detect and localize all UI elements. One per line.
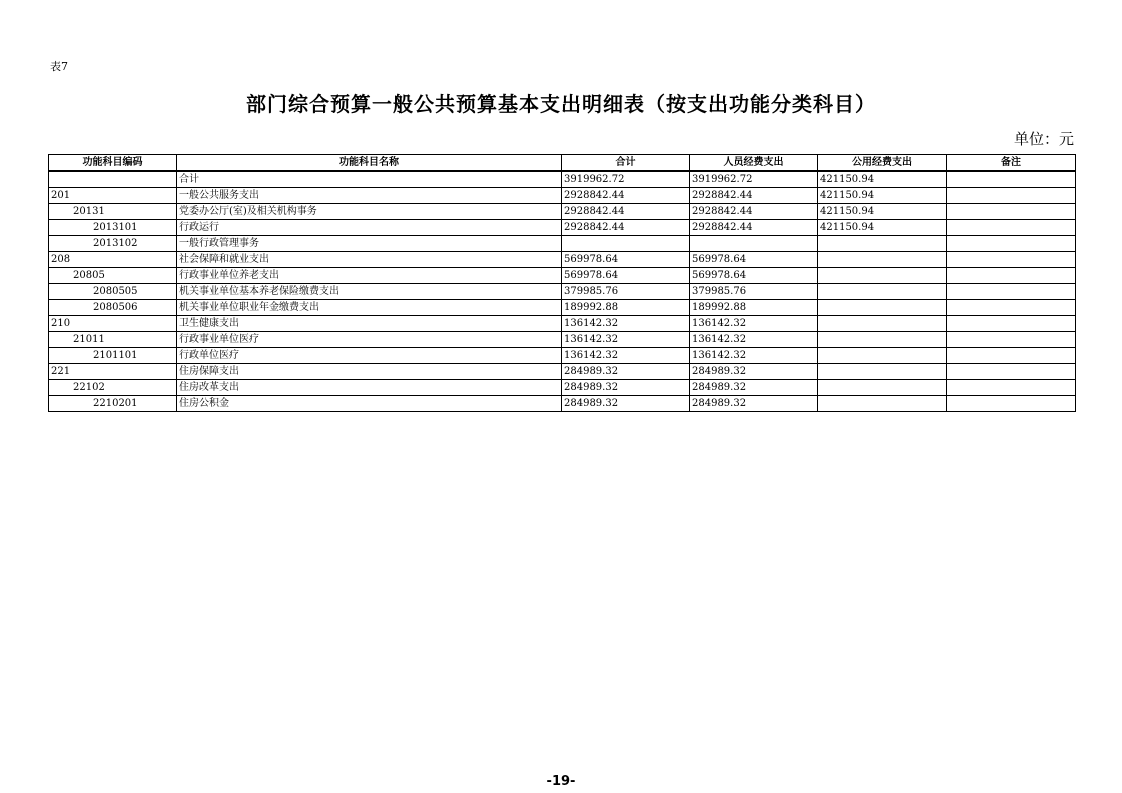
cell-personnel — [690, 236, 818, 252]
cell-total: 569978.64 — [562, 268, 690, 284]
cell-public: 421150.94 — [818, 220, 947, 236]
cell-total: 284989.32 — [562, 396, 690, 412]
cell-personnel: 569978.64 — [690, 268, 818, 284]
cell-total: 2928842.44 — [562, 204, 690, 220]
cell-personnel: 284989.32 — [690, 364, 818, 380]
table-header-row — [49, 155, 1076, 172]
cell-note — [947, 396, 1076, 412]
cell-name: 机关事业单位基本养老保险缴费支出 — [177, 284, 562, 300]
cell-total: 284989.32 — [562, 364, 690, 380]
cell-code: 2101101 — [49, 348, 177, 364]
cell-name: 合计 — [177, 171, 562, 188]
cell-note — [947, 284, 1076, 300]
cell-total: 284989.32 — [562, 380, 690, 396]
header-note: 备注 — [947, 155, 1076, 172]
cell-code: 2013102 — [49, 236, 177, 252]
table-row — [49, 284, 1076, 300]
cell-note — [947, 364, 1076, 380]
cell-code: 208 — [49, 252, 177, 268]
table-row — [49, 380, 1076, 396]
cell-name: 社会保障和就业支出 — [177, 252, 562, 268]
cell-name: 一般行政管理事务 — [177, 236, 562, 252]
cell-code: 20805 — [49, 268, 177, 284]
cell-public — [818, 316, 947, 332]
cell-total — [562, 236, 690, 252]
cell-total: 2928842.44 — [562, 188, 690, 204]
cell-total: 136142.32 — [562, 316, 690, 332]
cell-public — [818, 300, 947, 316]
cell-code: 210 — [49, 316, 177, 332]
cell-note — [947, 188, 1076, 204]
cell-public: 421150.94 — [818, 188, 947, 204]
table-number: 表7 — [50, 60, 68, 73]
cell-code — [49, 171, 177, 188]
unit-label: 单位：元 — [1013, 130, 1074, 148]
cell-total: 136142.32 — [562, 332, 690, 348]
cell-personnel: 379985.76 — [690, 284, 818, 300]
cell-code: 2210201 — [49, 396, 177, 412]
table-row — [49, 300, 1076, 316]
table-row — [49, 348, 1076, 364]
cell-name: 行政单位医疗 — [177, 348, 562, 364]
cell-total: 2928842.44 — [562, 220, 690, 236]
cell-public: 421150.94 — [818, 171, 947, 188]
cell-code: 2013101 — [49, 220, 177, 236]
cell-name: 卫生健康支出 — [177, 316, 562, 332]
table-row — [49, 188, 1076, 204]
cell-personnel: 2928842.44 — [690, 220, 818, 236]
cell-name: 机关事业单位职业年金缴费支出 — [177, 300, 562, 316]
cell-personnel: 2928842.44 — [690, 204, 818, 220]
header-personnel: 人员经费支出 — [690, 155, 818, 172]
cell-total: 189992.88 — [562, 300, 690, 316]
cell-name: 行政运行 — [177, 220, 562, 236]
cell-public — [818, 380, 947, 396]
cell-total: 379985.76 — [562, 284, 690, 300]
cell-total: 136142.32 — [562, 348, 690, 364]
cell-public — [818, 348, 947, 364]
cell-total: 3919962.72 — [562, 171, 690, 188]
table-body — [49, 171, 1076, 412]
cell-public — [818, 332, 947, 348]
cell-note — [947, 252, 1076, 268]
cell-code: 21011 — [49, 332, 177, 348]
cell-name: 住房保障支出 — [177, 364, 562, 380]
cell-name: 住房改革支出 — [177, 380, 562, 396]
cell-code: 221 — [49, 364, 177, 380]
cell-name: 行政事业单位养老支出 — [177, 268, 562, 284]
cell-public — [818, 396, 947, 412]
cell-code: 22102 — [49, 380, 177, 396]
table-row — [49, 204, 1076, 220]
cell-personnel: 3919962.72 — [690, 171, 818, 188]
cell-name: 行政事业单位医疗 — [177, 332, 562, 348]
table-row — [49, 316, 1076, 332]
cell-note — [947, 204, 1076, 220]
cell-personnel: 136142.32 — [690, 316, 818, 332]
cell-note — [947, 268, 1076, 284]
page-number: -19- — [546, 774, 576, 789]
cell-public — [818, 284, 947, 300]
cell-code: 2080506 — [49, 300, 177, 316]
cell-note — [947, 348, 1076, 364]
table-row — [49, 332, 1076, 348]
header-total: 合计 — [562, 155, 690, 172]
cell-total: 569978.64 — [562, 252, 690, 268]
cell-note — [947, 380, 1076, 396]
cell-name: 党委办公厅(室)及相关机构事务 — [177, 204, 562, 220]
header-code: 功能科目编码 — [49, 155, 177, 172]
cell-personnel: 284989.32 — [690, 396, 818, 412]
cell-note — [947, 332, 1076, 348]
cell-personnel: 2928842.44 — [690, 188, 818, 204]
cell-note — [947, 171, 1076, 188]
cell-code: 20131 — [49, 204, 177, 220]
budget-table — [48, 154, 1076, 412]
cell-note — [947, 220, 1076, 236]
table-row — [49, 252, 1076, 268]
table-row — [49, 220, 1076, 236]
table-row — [49, 268, 1076, 284]
cell-name: 住房公积金 — [177, 396, 562, 412]
cell-personnel: 569978.64 — [690, 252, 818, 268]
header-name: 功能科目名称 — [177, 155, 562, 172]
table-row — [49, 236, 1076, 252]
cell-code: 201 — [49, 188, 177, 204]
cell-personnel: 136142.32 — [690, 332, 818, 348]
cell-public — [818, 236, 947, 252]
page-title: 部门综合预算一般公共预算基本支出明细表（按支出功能分类科目） — [246, 92, 876, 116]
cell-public — [818, 252, 947, 268]
table-row — [49, 171, 1076, 188]
cell-code: 2080505 — [49, 284, 177, 300]
cell-name: 一般公共服务支出 — [177, 188, 562, 204]
table-row — [49, 396, 1076, 412]
cell-personnel: 284989.32 — [690, 380, 818, 396]
cell-note — [947, 236, 1076, 252]
cell-note — [947, 316, 1076, 332]
table-row — [49, 364, 1076, 380]
cell-note — [947, 300, 1076, 316]
cell-personnel: 189992.88 — [690, 300, 818, 316]
cell-public — [818, 364, 947, 380]
header-public: 公用经费支出 — [818, 155, 947, 172]
cell-personnel: 136142.32 — [690, 348, 818, 364]
cell-public: 421150.94 — [818, 204, 947, 220]
cell-public — [818, 268, 947, 284]
